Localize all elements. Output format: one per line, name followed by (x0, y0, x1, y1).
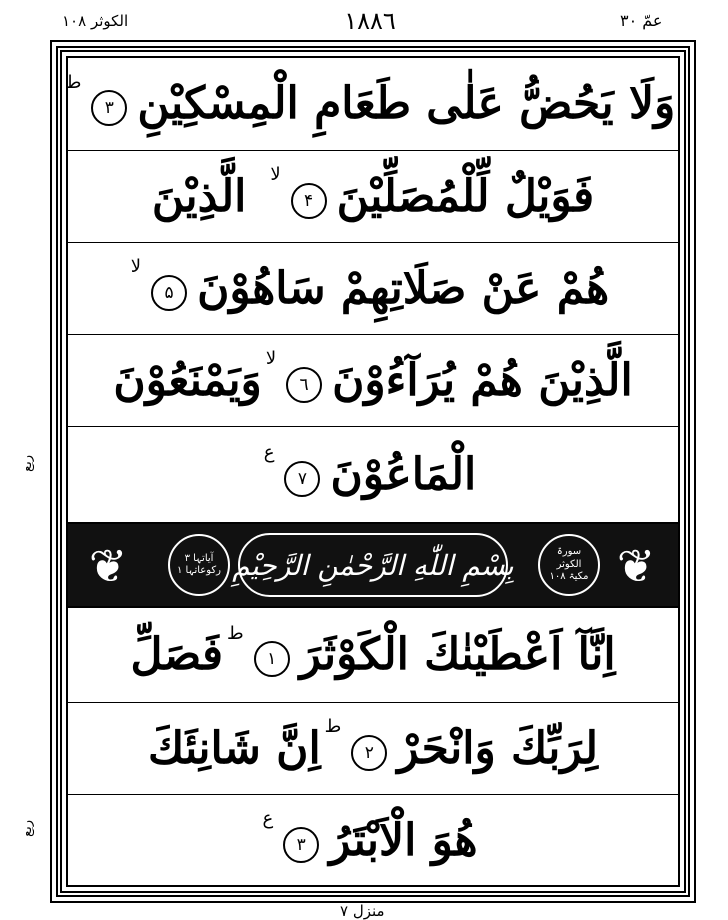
text-line-4 (68, 334, 678, 426)
ayah-count-medallion (168, 534, 230, 596)
waqf-sign: لا (130, 256, 142, 277)
juz-label: عمّ ۳۰ (620, 11, 663, 30)
margin-note: ربع (20, 455, 35, 472)
text-line-8 (68, 794, 678, 886)
text-line-6 (68, 608, 678, 702)
waqf-sign: ط (324, 716, 342, 737)
ayah-end-marker: ۲ (351, 735, 387, 771)
manzil-label: منزل ۷ (340, 902, 385, 920)
ayah-text: هُوَ الْاَبْتَرُ (329, 814, 478, 866)
surah-banner (68, 522, 678, 608)
basmala-panel (232, 533, 514, 597)
floral-ornament-icon: ❦ (88, 539, 128, 593)
ayah-text: وَلَا يَحُضُّ عَلٰى طَعَامِ الْمِسْكِيْنِ (137, 78, 676, 129)
ayah-text-continued: وَيَمْنَعُوْنَ (113, 354, 262, 406)
medallion-line: سورۃ (556, 546, 582, 558)
ayah-text: الَّذِيْنَ هُمْ يُرَآءُوْنَ (332, 354, 633, 406)
ayah-text-continued: اِنَّ شَانِئَكَ (147, 722, 321, 774)
ayah-text: لِرَبِّكَ وَانْحَرْ (397, 722, 599, 774)
ayah-end-marker: ۳ (283, 827, 319, 863)
ayah-end-marker: ۵ (151, 275, 187, 311)
ayah-text: هُمْ عَنْ صَلَاتِهِمْ سَاهُوْنَ (197, 262, 610, 314)
ayah-text: الْمَاعُوْنَ (330, 448, 477, 500)
ayah-text-continued: فَصَلِّ (130, 629, 223, 680)
basmala: بِسْمِ اللّٰهِ الرَّحْمٰنِ الرَّحِيْمِ (232, 548, 514, 582)
waqf-sign: لا (265, 348, 277, 369)
ayah-text-continued: الَّذِيْنَ (151, 170, 247, 222)
ayah-end-marker: ۷ (284, 461, 320, 497)
floral-ornament-icon: ❦ (616, 539, 656, 593)
medallion-line: الکوثر (556, 558, 582, 570)
ayah-text: فَوَيْلٌ لِّلْمُصَلِّيْنَ (336, 170, 595, 222)
ayah-end-marker: ٦ (286, 367, 322, 403)
surah-info-medallion (538, 534, 600, 596)
text-line-3 (68, 242, 678, 334)
page-number: ۱۸۸٦ (344, 7, 396, 35)
ruku-sign: ع (263, 442, 275, 463)
waqf-sign: ط (226, 622, 244, 644)
surah-label: الکوثر ۱۰۸ (62, 12, 129, 30)
text-line-1 (64, 58, 678, 150)
medallion-line: مکیۃ ۱۰۸ (549, 571, 589, 583)
ayah-text: اِنَّآ اَعْطَيْنٰكَ الْكَوْثَرَ (299, 629, 616, 680)
text-line-5 (68, 426, 678, 522)
text-line-2 (68, 150, 678, 242)
medallion-line: رکوعاتہا ۱ (177, 565, 222, 576)
text-line-7 (68, 702, 678, 794)
waqf-sign: ط (64, 71, 82, 93)
waqf-sign: لا (270, 164, 281, 185)
ayah-end-marker: ۱ (254, 641, 290, 677)
medallion-line: آیاتہا ۳ (184, 552, 214, 564)
ayah-end-marker: ۴ (291, 183, 327, 219)
ruku-sign: ع (262, 808, 274, 829)
ayah-end-marker: ۳ (91, 90, 127, 126)
margin-note: ربع (20, 820, 35, 837)
